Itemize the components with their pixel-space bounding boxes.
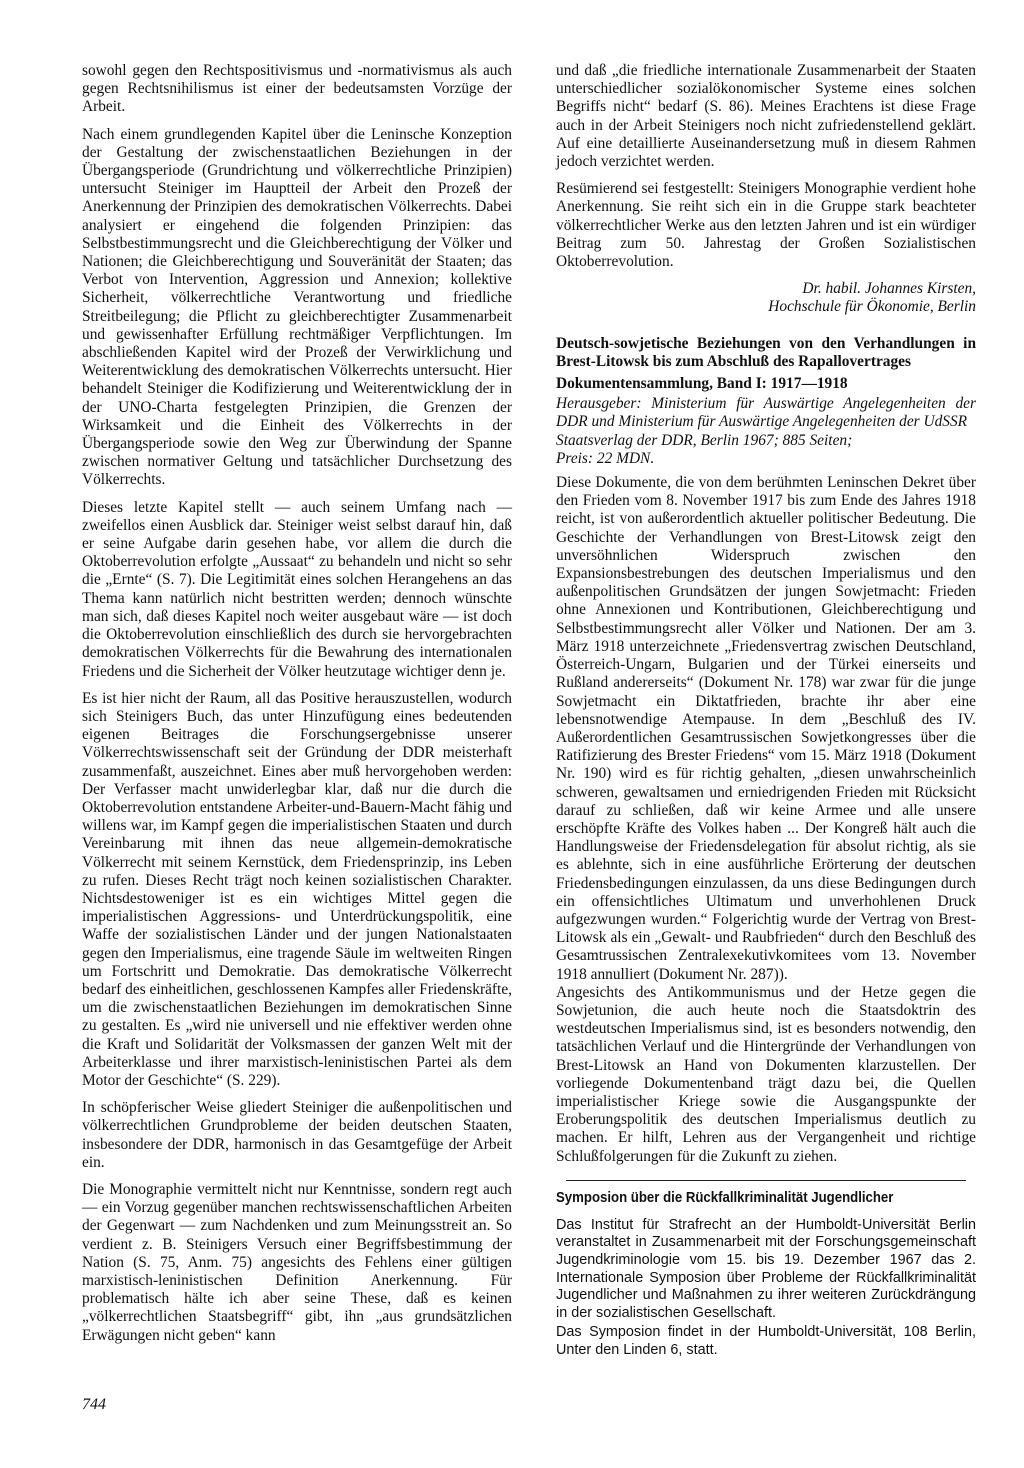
body-paragraph: Dieses letzte Kapitel stellt — auch seinem Umfang nach — zweifellos einen Ausblick dar. Steiniger weist selbst darauf hin, daß er seine Aufgabe darin gesehen habe, vor allem die durch die Oktoberrevolution erfolgte „Aussaat“ zu behandeln und nicht so sehr die „Ernte“ (S. 7). Die Legitimität eines solchen Herangehens an das Thema kann natürlich nicht bestritten werden; dennoch wünschte man sich, daß dieses Kapitel noch weiter ausgebaut wäre — ist doch die Oktoberrevolution einschließlich des durch sie hervorgebrachten demokratischen Völkerrechts für die Bewahrung des internationalen Friedens und die Sicherheit der Völker heutzutage wichtiger denn je. (82, 498, 512, 680)
body-paragraph: sowohl gegen den Rechtspositivismus und -normativismus als auch gegen Rechtsnihilismus ist einer der bedeutsamsten Vorzüge der Arbeit. (82, 62, 512, 116)
body-paragraph: Resümierend sei festgestellt: Steinigers Monographie verdient hohe Anerkennung. Sie reiht sich ein in die Gruppe stark beachteter völkerrechtlicher Werke aus den letzten Jahren und ist ein würdiger Beitrag zum 50. Jahrestag der Großen Sozialistischen Oktoberrevolution. (556, 180, 976, 271)
left-column (82, 62, 512, 1354)
right-column (556, 62, 976, 1362)
section-divider (566, 1180, 966, 1181)
body-paragraph: Es ist hier nicht der Raum, all das Positive herauszustellen, wodurch sich Steinigers Buch, das unter Hinzufügung eines bedeutenden eigenen Beitrages die Forschungsergebnisse unserer Völkerrechtswissenschaft seit der Gründung der DDR meisterhaft zusammenfaßt, auszeichnet. Eines aber muß hervorgehoben werden: Der Verfasser macht unwiderlegbar klar, daß nur die durch die Oktoberrevolution entstandene Arbeiter-und-Bauern-Macht fähig und willens war, im Kampf gegen die imperialistischen Staaten und durch Vereinbarung mit ihnen das neue allgemein-demokratische Völkerrecht mit seinem Kernstück, dem Friedensprinzip, ins Leben zu rufen. Dieses Recht trägt noch keinen sozialistischen Charakter. Nichtsdestoweniger ist es ein wichtiges Mittel gegen die imperialistischen Aggressions- und Unterdrückungspolitik, eine Waffe der sozialistischen Länder und der jungen Nationalstaaten gegen den Imperialismus, eine tragende Säule im weltweiten Ringen um Fortschritt und Demokratie. Das demokratische Völkerrecht bedarf des einheitlichen, geschlossenen Kampfes aller Friedenskräfte, um die zwischenstaatlichen Beziehungen im demokratischen Sinne zu gestalten. Es „wird nie universell und nie effektiver werden ohne die Kraft und Solidarität der Volksmassen der ganzen Welt mit der Arbeiterklasse und ihrer marxistisch-leninistischen Partei als dem Motor der Geschichte“ (S. 229). (82, 689, 512, 1089)
notice-title: Symposion über die Rückfallkriminalität Jugendlicher (556, 1188, 894, 1206)
review-subtitle: Dokumentensammlung, Band I: 1917—1918 (556, 375, 848, 393)
page-number: 744 (82, 1396, 106, 1413)
body-paragraph: Die Monographie vermittelt nicht nur Kenntnisse, sondern regt auch — ein Vorzug gegenüber manchen rechtswissenschaftlichen Arbeiten der Gegenwart — zum Nachdenken und zum Meinungsstreit an. So verdient z. B. Steinigers Versuch einer Begriffsbestimmung der Nation (S. 75, Anm. 75) angesichts des Fehlens einer gültigen marxistisch-leninistischen Definition Anerkennung. Für problematisch hälte ich aber seine These, daß es keinen „völkerrechtlichen Staatsbegriff“ gibt, ihn „aus grundsätzlichen Erwägungen nicht geben“ kann (82, 1180, 512, 1344)
review-price: Preis: 22 MDN. (556, 449, 655, 467)
body-paragraph: und daß „die friedliche internationale Zusammenarbeit der Staaten unterschiedlicher sozialökonomischer Systeme eines solchen Begriffs nicht“ bedarf (S. 86). Meines Erachtens ist diese Frage auch in der Arbeit Steinigers noch nicht zufriedenstellend geklärt. Auf eine detaillierte Auseinandersetzung muß in diesem Rahmen jedoch verzichtet werden. (556, 62, 976, 171)
review-editors: Herausgeber: Ministerium für Auswärtige Angelegenheiten der DDR und Ministerium für Auswärtige Angelegenheiten der UdSSR (556, 395, 976, 431)
review-header (556, 335, 976, 468)
notice-paragraph: Das Symposion findet in der Humboldt-Universität, 108 Berlin, Unter den Linden 6, statt. (556, 1324, 976, 1358)
body-paragraph: Nach einem grundlegenden Kapitel über die Leninsche Konzeption der Gestaltung der zwischenstaatlichen Beziehungen in der Übergangsperiode (Grundrichtung und völkerrechtliche Prinzipien) untersucht Steiniger im Hauptteil der Arbeit den Prozeß der Anerkennung der Prinzipien des demokratischen Völkerrechts. Dabei analysiert er eingehend die folgenden Prinzipien: das Selbstbestimmungsrecht und die Gleichberechtigung der Völker und Nationen; die Gleichberechtigung und Souveränität der Staaten; das Verbot von Intervention, Aggression und Annexion; kollektive Sicherheit, völkerrechtliche Verantwortung und friedliche Streitbeilegung; die Pflicht zu gleichberechtigter Zusammenarbeit und gewissenhafter Erfüllung rechtmäßiger Verpflichtungen. Im abschließenden Kapitel wird der Prozeß der Verwirklichung und Weiterentwicklung des demokratischen Völkerrechts untersucht. Hier behandelt Steiniger die Kodifizierung und Weiterentwicklung der in der UNO-Charta festgelegten Prinzipien, die Grenzen der Wirksamkeit und die Einheit des Völkerrechts in der Übergangsperiode sowie den Weg zur Überwindung der Spanne zwischen normativer Geltung und tatsächlicher Durchsetzung des Völkerrechts. (82, 125, 512, 489)
review-paragraph: Diese Dokumente, die von dem berühmten Leninschen Dekret über den Frieden vom 8. November 1917 bis zum Ende des Jahres 1918 reicht, ist von außerordentlich aktueller politischer Bedeutung. Die Geschichte der Verhandlungen von Brest-Litowsk zeigt den unversöhnlichen Widerspruch zwischen den Expansionsbestrebungen des deutschen Imperialismus und den außenpolitischen Grundsätzen der jungen Sowjetmacht: Frieden ohne Annexionen und Kontributionen, Gleichberechtigung und Selbstbestimmungsrecht aller Völker und Nationen. Der am 3. März 1918 unterzeichnete „Friedensvertrag zwischen Deutschland, Österreich-Ungarn, Bulgarien und der Türkei einerseits und Rußland andererseits“ (Dokument Nr. 178) war zwar für die junge Sowjetmacht ein Diktatfrieden, brachte ihr aber eine lebensnotwendige Atempause. In dem „Beschluß des IV. Außerordentlichen Gesamtrussischen Sowjetkongresses über die Ratifizierung des Brester Friedens“ vom 15. März 1918 (Dokument Nr. 190) wird es für richtig gehalten, „diesen unwahrscheinlich schweren, gewaltsamen und erniedrigenden Frieden mit Rücksicht darauf zu schließen, daß wir keine Armee und alle unsere erschöpfte Kräfte des Volkes haben ... Der Kongreß hält auch die Handlungsweise der Friedensdelegation für absolut richtig, als sie es ablehnte, sich in eine ausführliche Erörterung der deutschen Friedensbedingungen einzulassen, da uns diese Bedingungen durch ein offensichtliches Ultimatum und unverhohlenen Druck aufgezwungen wurden.“ Folgerichtig wurde der Vertrag von Brest-Litowsk als ein „Gewalt- und Raubfrieden“ durch den Beschluß des Gesamtrussischen Zentralexekutivkomitees vom 13. November 1918 annulliert (Dokument Nr. 287)). (556, 474, 976, 983)
notice-paragraph: Das Institut für Strafrecht an der Humboldt-Universität Berlin veranstaltet in Zusammenarbeit mit der Forschungsgemeinschaft Jugendkriminologie vom 15. bis 19. Dezember 1967 das 2. Internationale Symposion über Probleme der Rückfallkriminalität Jugendlicher und Maßnahmen zu ihrer weiteren Zurückdrängung in der sozialistischen Gesellschaft. (556, 1216, 976, 1321)
author-name: Dr. habil. Johannes Kirsten, (802, 280, 976, 298)
review-publisher: Staatsverlag der DDR, Berlin 1967; 885 Seiten; (556, 431, 853, 449)
review-title: Deutsch-sowjetische Beziehungen von den Verhandlungen in Brest-Litowsk bis zum Abschluß des Rapallovertrages (556, 334, 976, 370)
author-institution: Hochschule für Ökonomie, Berlin (768, 298, 976, 316)
symposium-notice (556, 1189, 976, 1360)
review-paragraph: Angesichts des Antikommunismus und der Hetze gegen die Sowjetunion, die auch heute noch die Staatsdoktrin des westdeutschen Imperialismus sind, ist es besonders notwendig, den tatsächlichen Verlauf und die Hintergründe der Verhandlungen von Brest-Litowsk an Hand von Dokumenten klarzustellen. Der vorliegende Dokumentenband trägt dazu bei, die Quellen imperialistischer Kriege sowie die Ausgangspunkte der Eroberungspolitik des deutschen Imperialismus deutlich zu machen. Er hilft, Lehren aus der Vergangenheit und richtige Schlußfolgerungen für die Zukunft zu ziehen. (556, 983, 976, 1165)
body-paragraph: In schöpferischer Weise gliedert Steiniger die außenpolitischen und völkerrechtlichen Grundprobleme der beiden deutschen Staaten, insbesondere der DDR, harmonisch in das Gesamtgefüge der Arbeit ein. (82, 1099, 512, 1171)
review-signature (556, 280, 976, 316)
